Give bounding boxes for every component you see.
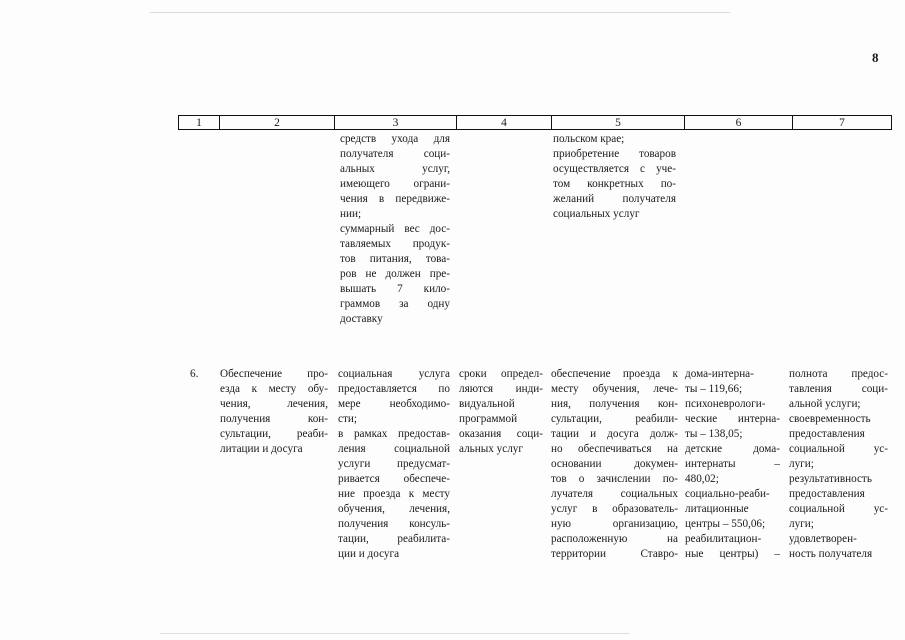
text-line: детские дома- (685, 443, 780, 455)
text-line: граммов за одну (340, 298, 450, 310)
continued-col3-cell (340, 132, 450, 327)
text-line: обеспечение проезда к (551, 368, 678, 380)
text-line: обучения, лечения, (338, 503, 450, 515)
row6-col3-cell (338, 367, 450, 562)
text-line: лучателя социальных (551, 488, 678, 500)
text-line: езда к месту обу- (220, 383, 328, 395)
text-line: имеющего ограни- (340, 178, 450, 190)
text-line: ляются инди- (459, 383, 543, 395)
text-line: ты – 138,05; (685, 428, 743, 440)
text-line: социально-реаби- (685, 488, 770, 500)
text-line: предоставления (789, 428, 865, 440)
text-line: социальной ус- (789, 503, 888, 515)
text-line: услуги предусмат- (338, 458, 450, 470)
text-line: социальной ус- (789, 443, 888, 455)
text-line: 480,02; (685, 473, 719, 485)
text-line: альных услуг, (340, 163, 450, 175)
text-line: литации и досуга (220, 443, 303, 455)
text-line: тации, реабилита- (338, 533, 450, 545)
text-line: ривается обеспече- (338, 473, 450, 485)
scan-artifact-top (150, 12, 730, 13)
text-line: доставку (340, 313, 383, 325)
text-line: ния, получения кон- (551, 398, 678, 410)
text-line: ность получателя (789, 548, 873, 560)
text-line: нии; (340, 208, 362, 220)
text-line: луги; (789, 518, 814, 530)
header-col-2: 2 (219, 115, 334, 130)
row6-col7-cell (789, 367, 888, 562)
text-line: желаний получателя (553, 193, 676, 205)
text-line: альной услуги; (789, 398, 861, 410)
text-line: сультации, реабили- (551, 413, 678, 425)
text-line: предоставляется по (338, 383, 450, 395)
continued-col5-cell (553, 132, 676, 222)
header-col-1: 1 (178, 115, 219, 130)
header-col-7: 7 (792, 115, 892, 130)
text-line: мере необходимо- (338, 398, 450, 410)
header-col-6: 6 (684, 115, 792, 130)
text-line: социальная услуга (338, 368, 450, 380)
page-number: 8 (872, 50, 879, 65)
row6-number-cell (190, 367, 210, 382)
text-line: получения консуль- (338, 518, 450, 530)
text-line: чения, лечения, (220, 398, 328, 410)
text-line: получателя соци- (340, 148, 450, 160)
row6-col2-cell (220, 367, 328, 457)
text-line: оказания соци- (459, 428, 543, 440)
text-line: сти; (338, 413, 357, 425)
text-line: суммарный вес дос- (340, 223, 450, 235)
text-line: том конкретных по- (553, 178, 676, 190)
text-line: альных услуг (459, 443, 523, 455)
text-line: сультации, реаби- (220, 428, 328, 440)
text-line: ты – 119,66; (685, 383, 743, 395)
text-line: осуществляется с уче- (553, 163, 676, 175)
row6-col4-cell (459, 367, 543, 457)
text-line: программой (459, 413, 518, 425)
text-line: тов о зачислении по- (551, 473, 678, 485)
text-line: предоставления (789, 488, 865, 500)
text-line: социальных услуг (553, 208, 640, 220)
text-line: услуг в образователь- (551, 503, 678, 515)
text-line: ную организацию, (551, 518, 678, 530)
text-line: средств ухода для (340, 133, 450, 145)
text-line: центры – 550,06; (685, 518, 766, 530)
text-line: луги; (789, 458, 814, 470)
text-line: но обеспечиваться на (551, 443, 678, 455)
text-line: в рамках предостав- (338, 428, 450, 440)
row-number: 6. (190, 368, 199, 380)
text-line: ные центры) – (685, 548, 780, 560)
text-line: реабилитацион- (685, 533, 762, 545)
text-line: территории Ставро- (551, 548, 678, 560)
text-line: основании докумен- (551, 458, 678, 470)
text-line: чения в передвиже- (340, 193, 450, 205)
text-line: видуальной (459, 398, 515, 410)
text-line: своевременность (789, 413, 871, 425)
text-line: получения кон- (220, 413, 328, 425)
text-line: интернаты – (685, 458, 780, 470)
text-line: польском крае; (553, 133, 625, 145)
header-col-5: 5 (551, 115, 684, 130)
table-header-row (178, 115, 892, 130)
text-line: ции и досуга (338, 548, 400, 560)
text-line: расположенную на (551, 533, 678, 545)
header-col-3: 3 (334, 115, 456, 130)
row6-col5-cell (551, 367, 678, 562)
text-line: приобретение товаров (553, 148, 676, 160)
text-line: удовлетворен- (789, 533, 857, 545)
text-line: тавляемых продук- (340, 238, 450, 250)
text-line: месту обучения, лече- (551, 383, 678, 395)
text-line: полнота предос- (789, 368, 888, 380)
text-line: ние проезда к месту (338, 488, 450, 500)
text-line: тавления соци- (789, 383, 888, 395)
header-col-4: 4 (456, 115, 551, 130)
scan-artifact-bottom (160, 633, 630, 634)
text-line: ления социальной (338, 443, 450, 455)
text-line: вышать 7 кило- (340, 283, 450, 295)
text-line: ров не должен пре- (340, 268, 450, 280)
row6-col6-cell (685, 367, 780, 562)
text-line: дома-интерна- (685, 368, 754, 380)
text-line: литационные (685, 503, 749, 515)
text-line: психоневрологи- (685, 398, 766, 410)
text-line: ческие интерна- (685, 413, 780, 425)
text-line: сроки определ- (459, 368, 543, 380)
text-line: Обеспечение про- (220, 368, 328, 380)
text-line: результативность (789, 473, 872, 485)
text-line: тов питания, това- (340, 253, 450, 265)
text-line: тации и досуга долж- (551, 428, 678, 440)
